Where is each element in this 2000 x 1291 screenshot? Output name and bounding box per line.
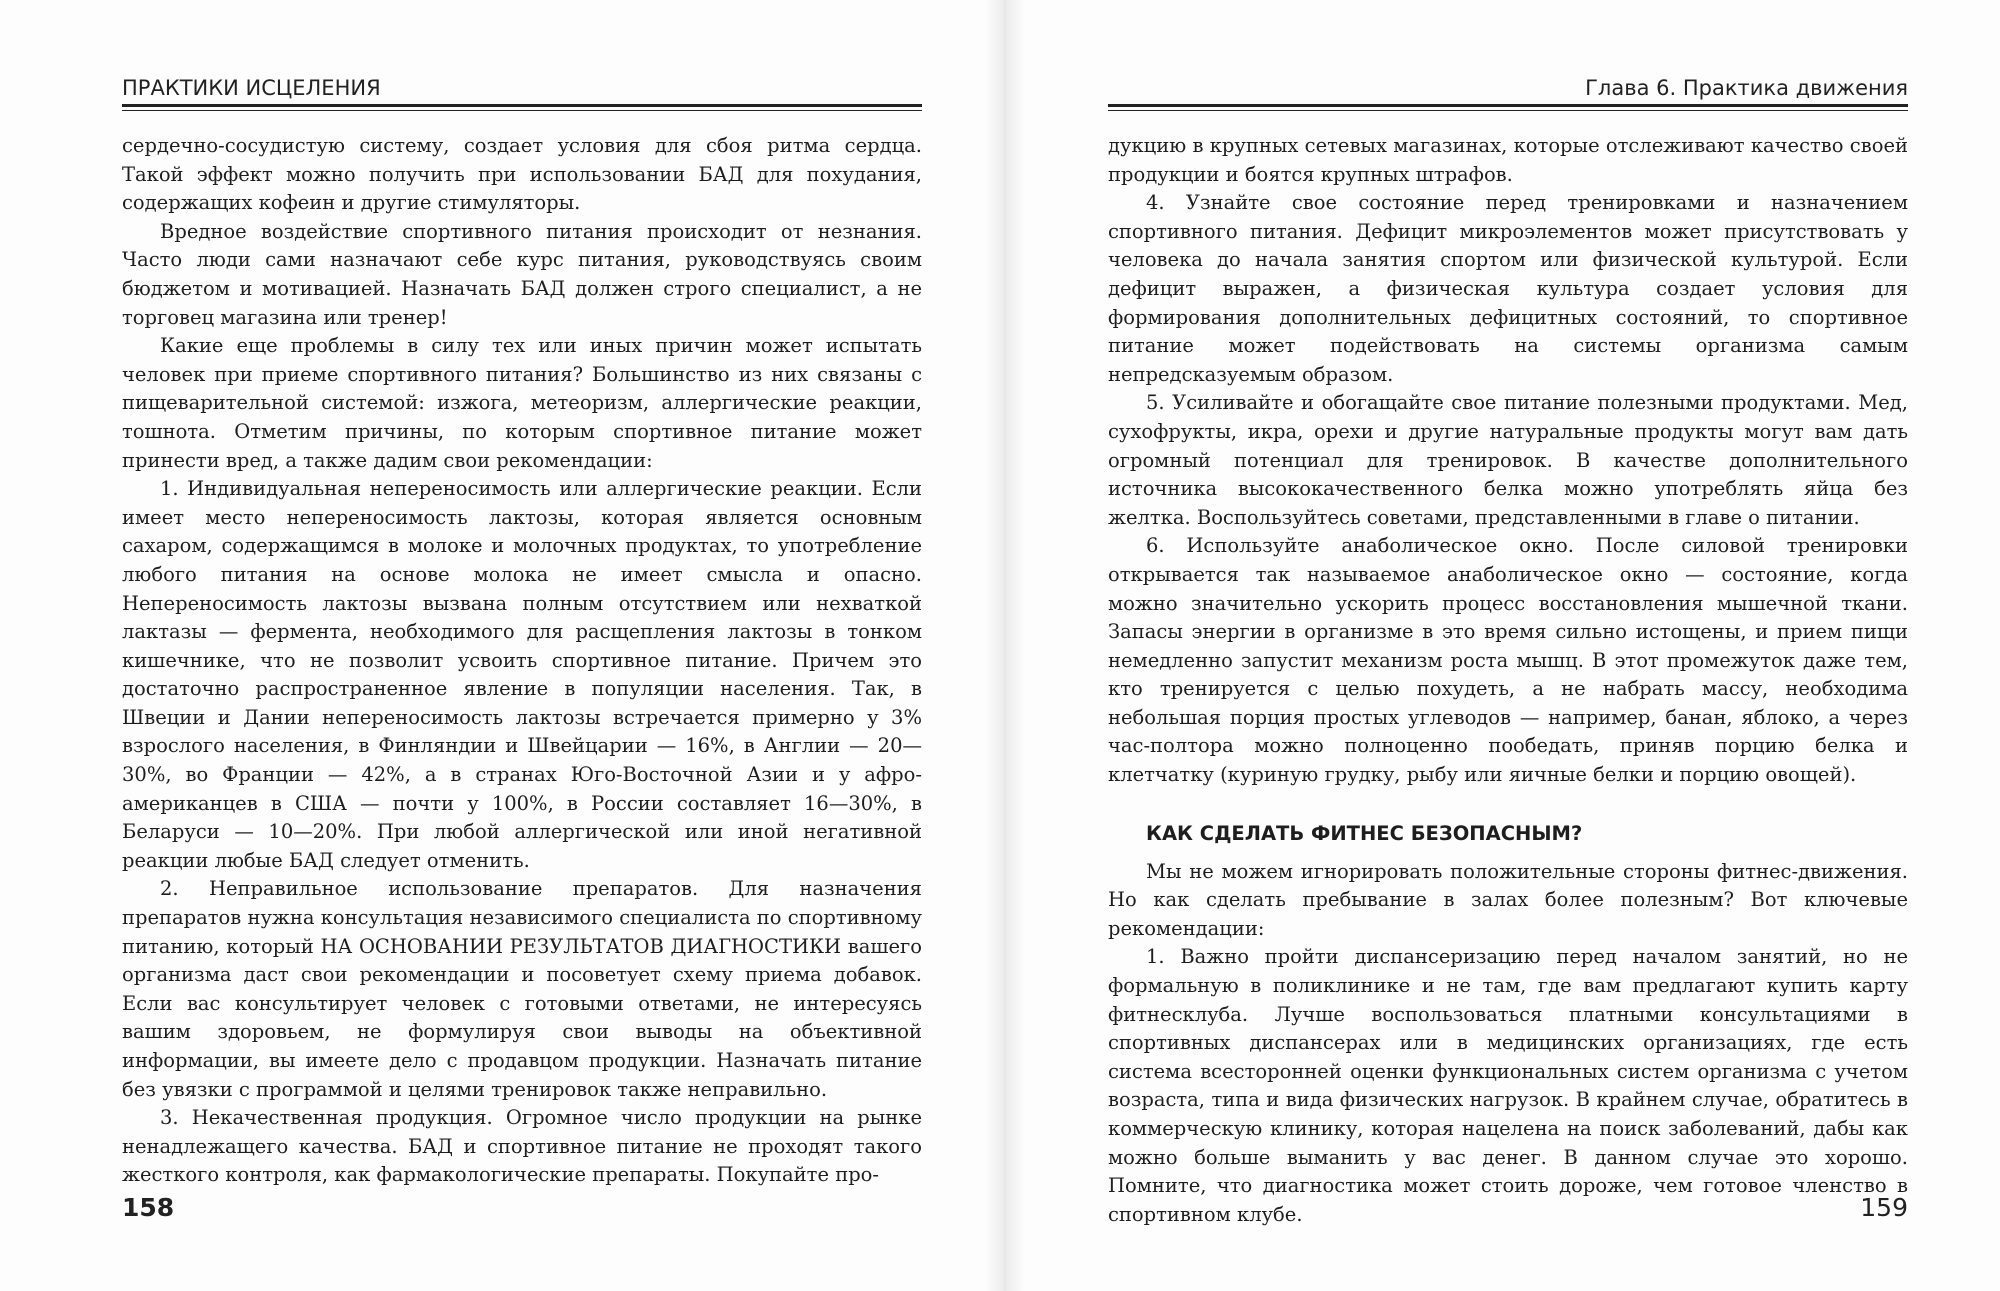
header-rule-right xyxy=(1108,104,1908,111)
paragraph: 1. Важно пройти диспансеризацию перед началом занятий, но не формальную в поликлинике и не там, где вам предлагают купить карту фитнесклуба. Лучше воспользоваться платными консультациями в спортивных диспансерах или в медицинских организациях, где есть система всесторонней оценки функциональных систем организма с учетом возраста, типа и вида физических нагрузок. В крайнем случае, обратитесь в коммерческую клинику, которая нацелена на поиск заболеваний, дабы как можно больше выманить у вас денег. В данном случае это хорошо. Помните, что диагностика может стоить дороже, чем готовое членство в спортивном клубе. xyxy=(1108,945,1908,1226)
paragraph: 1. Индивидуальная непереносимость или аллергические реакции. Если имеет место непереносимость лактозы, которая является основным сахаром, содержащимся в молоке и молочных продуктах, то употребление любого питания на основе молока не имеет смысла и опасно. Непереносимость лактозы вызвана полным отсутствием или нехваткой лактазы — фермента, необходимого для расщепления лактозы в тонком кишечнике, что не позволит усвоить спортивное питание. Причем это достаточно распространенное явление в популяции населения. Так, в Швеции и Дании непереносимость лактозы встречается примерно у 3% взрослого населения, в Финляндии и Швейцарии — 16%, в Англии — 20—30%, во Франции — 42%, а в странах Юго-Восточной Азии и у афро-американцев в США — почти у 100%, в России составляет 16—30%, в Беларуси — 10—20%. При любой аллергической или иной негативной реакции любые БАД следует отменить. xyxy=(122,477,922,872)
paragraph: 4. Узнайте свое состояние перед тренировками и назначением спортивного питания. Дефицит микроэлементов может присутствовать у человека до начала занятия спортом или физической культурой. Если дефицит выражен, а физическая культура создает условия для формирования дополнительных дефицитных состояний, то спортивное питание может подействовать на системы организма самым непредсказуемым образом. xyxy=(1108,191,1908,386)
paragraph: 5. Усиливайте и обогащайте свое питание полезными продуктами. Мед, сухофрукты, икра, орехи и другие натуральные продукты могут вам дать огромный потенциал для тренировок. В качестве дополнительного источника высококачественного белка можно употреблять яйца без желтка. Воспользуйтесь советами, представленными в главе о питании. xyxy=(1108,391,1908,529)
running-head-right: Глава 6. Практика движения xyxy=(1585,76,1908,100)
right-page-body xyxy=(1108,132,1908,1229)
page-number-left: 158 xyxy=(122,1193,175,1222)
page-number-right: 159 xyxy=(1860,1193,1908,1222)
book-gutter xyxy=(985,0,1025,1291)
paragraph: сердечно-сосудистую систему, создает условия для сбоя ритма сердца. Такой эффект можно получить при использовании БАД для похудания, содержащих кофеин и другие стимуляторы. xyxy=(122,134,922,215)
section-heading: КАК СДЕЛАТЬ ФИТНЕС БЕЗОПАСНЫМ? xyxy=(1146,821,1583,845)
left-page xyxy=(122,0,922,1291)
paragraph: Мы не можем игнорировать положительные стороны фитнес-движения. Но как сделать пребывание в залах более полезным? Вот ключевые рекомендации: xyxy=(1108,859,1908,940)
paragraph: Вредное воздействие спортивного питания происходит от незнания. Часто люди сами назначают себе курс питания, руководствуясь своим бюджетом и мотивацией. Назначать БАД должен строго специалист, а не торговец магазина или тренер! xyxy=(122,219,922,329)
paragraph: 6. Используйте анаболическое окно. После силовой тренировки открывается так называемое анаболическое окно — состояние, когда можно значительно ускорить процесс восстановления мышечной ткани. Запасы энергии в организме в это время сильно истощены, и прием пищи немедленно запустит механизм роста мышц. В этот промежуток даже тем, кто тренируется с целью похудеть, а не набрать массу, необходима небольшая порция простых углеводов — например, банан, яблоко, а через час-полтора можно полноценно пообедать, приняв порцию белка и клетчатку (куриную грудку, рыбу или яичные белки и порцию овощей). xyxy=(1108,534,1908,787)
running-head-left: ПРАКТИКИ ИСЦЕЛЕНИЯ xyxy=(122,76,381,100)
header-rule-left xyxy=(122,104,922,111)
paragraph: Какие еще проблемы в силу тех или иных причин может испытать человек при приеме спортивного питания? Большинство из них связаны с пищеварительной системой: изжога, метеоризм, аллергические реакции, тошнота. Отметим причины, по которым спортивное питание может принести вред, а также дадим свои рекомендации: xyxy=(122,334,922,472)
paragraph: 3. Некачественная продукция. Огромное число продукции на рынке ненадлежащего качества. БАД и спортивное питание не проходят такого жесткого контроля, как фармакологические препараты. Покупайте про- xyxy=(122,1106,922,1187)
paragraph: дукцию в крупных сетевых магазинах, которые отслеживают качество своей продукции и боятся крупных штрафов. xyxy=(1108,134,1908,186)
right-page xyxy=(1108,0,1908,1291)
left-page-body xyxy=(122,132,922,1190)
paragraph: 2. Неправильное использование препаратов. Для назначения препаратов нужна консультация независимого специалиста по спортивному питанию, который НА ОСНОВАНИИ РЕЗУЛЬТАТОВ ДИАГНОСТИКИ вашего организма даст свои рекомендации и посоветует схему приема добавок. Если вас консультирует человек с готовыми ответами, не интересуясь вашим здоровьем, не формулируя свои выводы на объективной информации, вы имеете дело с продавцом продукции. Назначать питание без увязки с программой и целями тренировок также неправильно. xyxy=(122,877,922,1101)
